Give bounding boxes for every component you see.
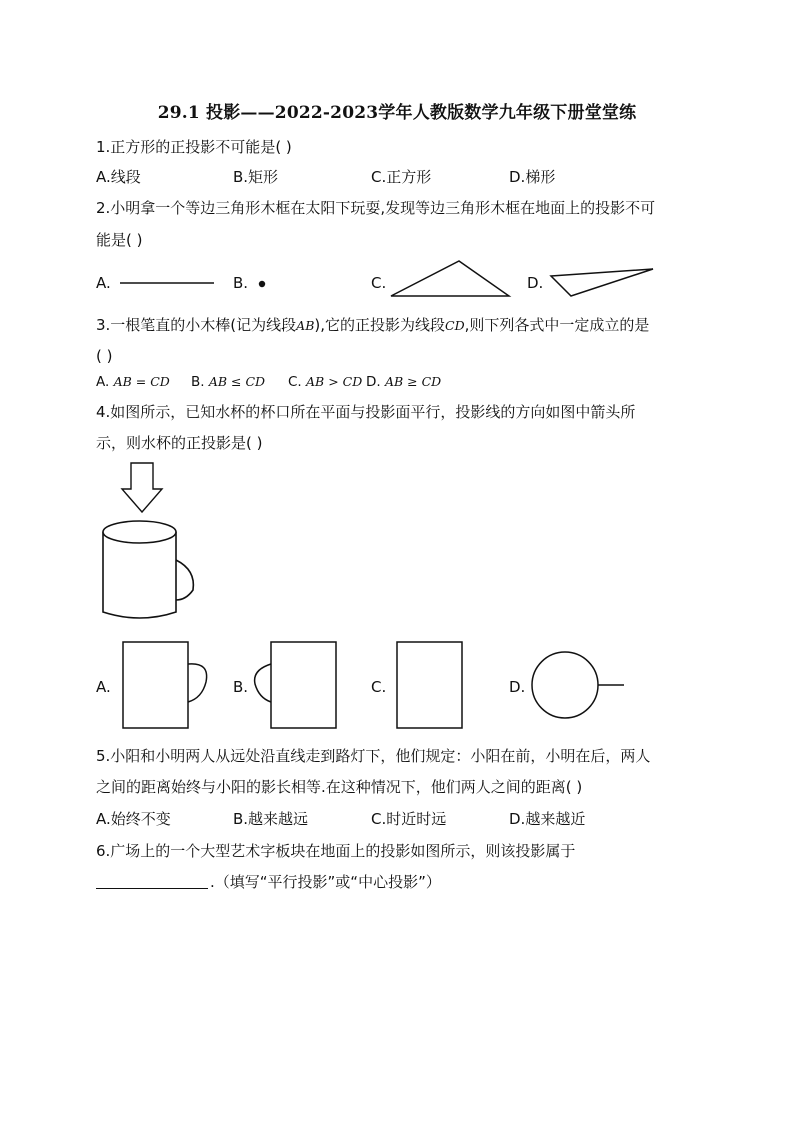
q2-option-b-label: B. xyxy=(233,274,249,292)
q3-var-cd: CD xyxy=(445,318,465,333)
q3-option-a-label: A. xyxy=(96,374,110,390)
cup-illustration xyxy=(100,518,200,626)
q2-option-b-point xyxy=(256,278,268,290)
q3-option-d xyxy=(366,373,441,391)
q2-option-a-segment xyxy=(120,280,220,286)
q5-option-b: B.越来越远 xyxy=(233,810,309,828)
q3-stem-part1: 3.一根笔直的小木棒(记为线段 xyxy=(96,316,297,334)
q3-option-c xyxy=(288,373,362,391)
q1-option-a: A.线段 xyxy=(96,168,141,186)
q4-option-a-shape xyxy=(122,640,212,732)
q6-stem-line1: 6.广场上的一个大型艺术字板块在地面上的投影如图所示，则该投影属于 xyxy=(96,842,576,860)
q3-option-b-label: B. xyxy=(191,374,205,390)
projection-arrow-icon xyxy=(120,462,164,514)
q6-stem-line2-text: .（填写“平行投影”或“中心投影”） xyxy=(210,873,441,891)
q1-stem: 1.正方形的正投影不可能是( ) xyxy=(96,138,292,156)
q2-option-a-label: A. xyxy=(96,274,111,292)
q3-option-d-label: D. xyxy=(366,374,381,390)
q3-option-a xyxy=(96,373,170,391)
q5-option-a: A.始终不变 xyxy=(96,810,171,828)
q4-option-c-shape xyxy=(396,640,466,732)
q4-stem-line2: 示，则水杯的正投影是( ) xyxy=(96,434,263,452)
q2-option-c-label: C. xyxy=(371,274,387,292)
q3-option-b-math: AB ≤ CD xyxy=(208,374,266,389)
q3-option-a-math: AB = CD xyxy=(113,374,170,389)
q4-option-d-label: D. xyxy=(509,678,526,696)
q2-option-d-triangle xyxy=(549,266,657,300)
q5-stem-line2: 之间的距离始终与小阳的影长相等.在这种情况下，他们两人之间的距离( ) xyxy=(96,778,583,796)
q1-option-c: C.正方形 xyxy=(371,168,432,186)
q4-option-c-label: C. xyxy=(371,678,387,696)
q2-option-c-triangle xyxy=(388,259,512,299)
q3-var-ab: AB xyxy=(296,318,315,333)
q3-stem-part2: ),它的正投影为线段 xyxy=(314,316,446,334)
q4-stem-line1: 4.如图所示，已知水杯的杯口所在平面与投影面平行，投影线的方向如图中箭头所 xyxy=(96,403,636,421)
q2-stem-line1: 2.小明拿一个等边三角形木框在太阳下玩耍,发现等边三角形木框在地面上的投影不可 xyxy=(96,199,656,217)
q2-option-d-label: D. xyxy=(527,274,544,292)
page-title: 29.1 投影——2022-2023学年人教版数学九年级下册堂堂练 xyxy=(157,103,637,123)
q3-stem-part3: ,则下列各式中一定成立的是 xyxy=(464,316,650,334)
q3-option-d-math: AB ≥ CD xyxy=(384,374,442,389)
q3-option-b xyxy=(191,373,265,391)
q3-stem-line1 xyxy=(96,315,649,336)
q3-option-c-math: AB > CD xyxy=(306,374,363,389)
q4-option-b-label: B. xyxy=(233,678,249,696)
q3-stem-line2: ( ) xyxy=(96,347,113,365)
q3-option-c-label: C. xyxy=(288,374,302,390)
q4-option-b-shape xyxy=(252,640,342,732)
q5-option-d: D.越来越近 xyxy=(509,810,586,828)
q4-option-a-label: A. xyxy=(96,678,111,696)
q4-option-d-shape xyxy=(530,650,630,722)
q6-answer-blank[interactable] xyxy=(96,873,208,889)
q1-option-b: B.矩形 xyxy=(233,168,279,186)
q6-stem-line2 xyxy=(96,872,441,892)
q1-option-d: D.梯形 xyxy=(509,168,556,186)
q5-option-c: C.时近时远 xyxy=(371,810,447,828)
q5-stem-line1: 5.小阳和小明两人从远处沿直线走到路灯下，他们规定：小阳在前，小明在后，两人 xyxy=(96,747,651,765)
q2-stem-line2: 能是( ) xyxy=(96,231,143,249)
